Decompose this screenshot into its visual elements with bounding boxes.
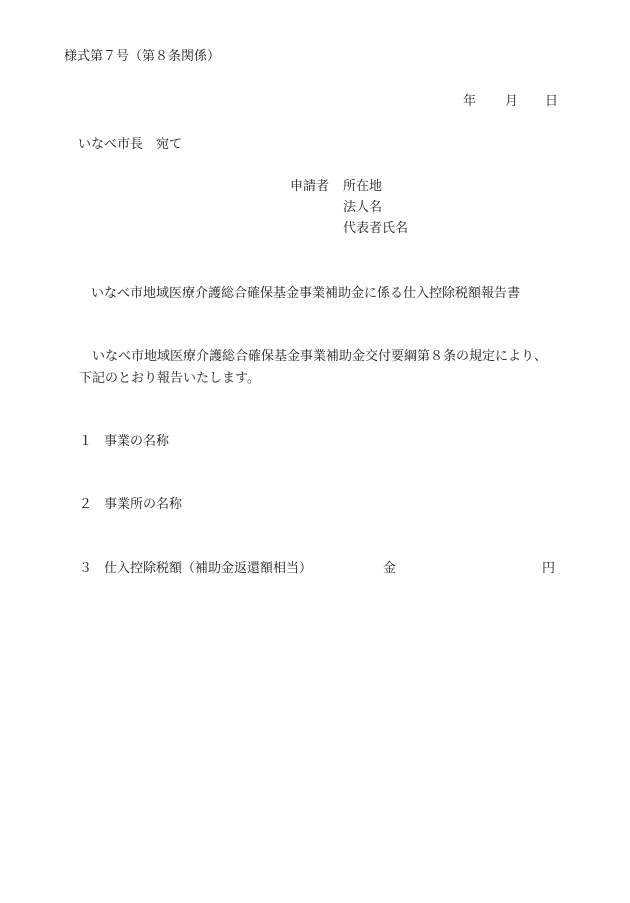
item-label-tax-deduction-amount: 仕入控除税額（補助金返還額相当）	[104, 561, 313, 576]
applicant-corporation-label: 法人名	[343, 200, 383, 215]
amount-suffix-yen: 円	[542, 561, 556, 576]
body-text-line-1: いなべ市地域医療介護総合確保基金事業補助金交付要綱第８条の規定により、	[92, 349, 548, 364]
date-day-label: 日	[545, 94, 559, 109]
date-year-label: 年	[463, 94, 477, 109]
item-number: １	[79, 434, 93, 449]
applicant-representative-label: 代表者氏名	[343, 221, 409, 236]
form-number: 様式第７号（第８条関係）	[64, 49, 221, 64]
item-number: ３	[79, 561, 93, 576]
body-text-line-2: 下記のとおり報告いたします。	[79, 371, 260, 386]
item-label-office-name: 事業所の名称	[104, 497, 183, 512]
applicant-label: 申請者	[290, 179, 330, 194]
addressee: いなべ市長 宛て	[78, 137, 183, 152]
document-title: いなべ市地域医療介護総合確保基金事業補助金に係る仕入控除税額報告書	[91, 286, 521, 301]
amount-prefix-kin: 金	[383, 561, 397, 576]
item-number: ２	[79, 497, 93, 512]
date-month-label: 月	[505, 94, 519, 109]
item-label-project-name: 事業の名称	[104, 434, 170, 449]
applicant-address-label: 所在地	[343, 179, 383, 194]
